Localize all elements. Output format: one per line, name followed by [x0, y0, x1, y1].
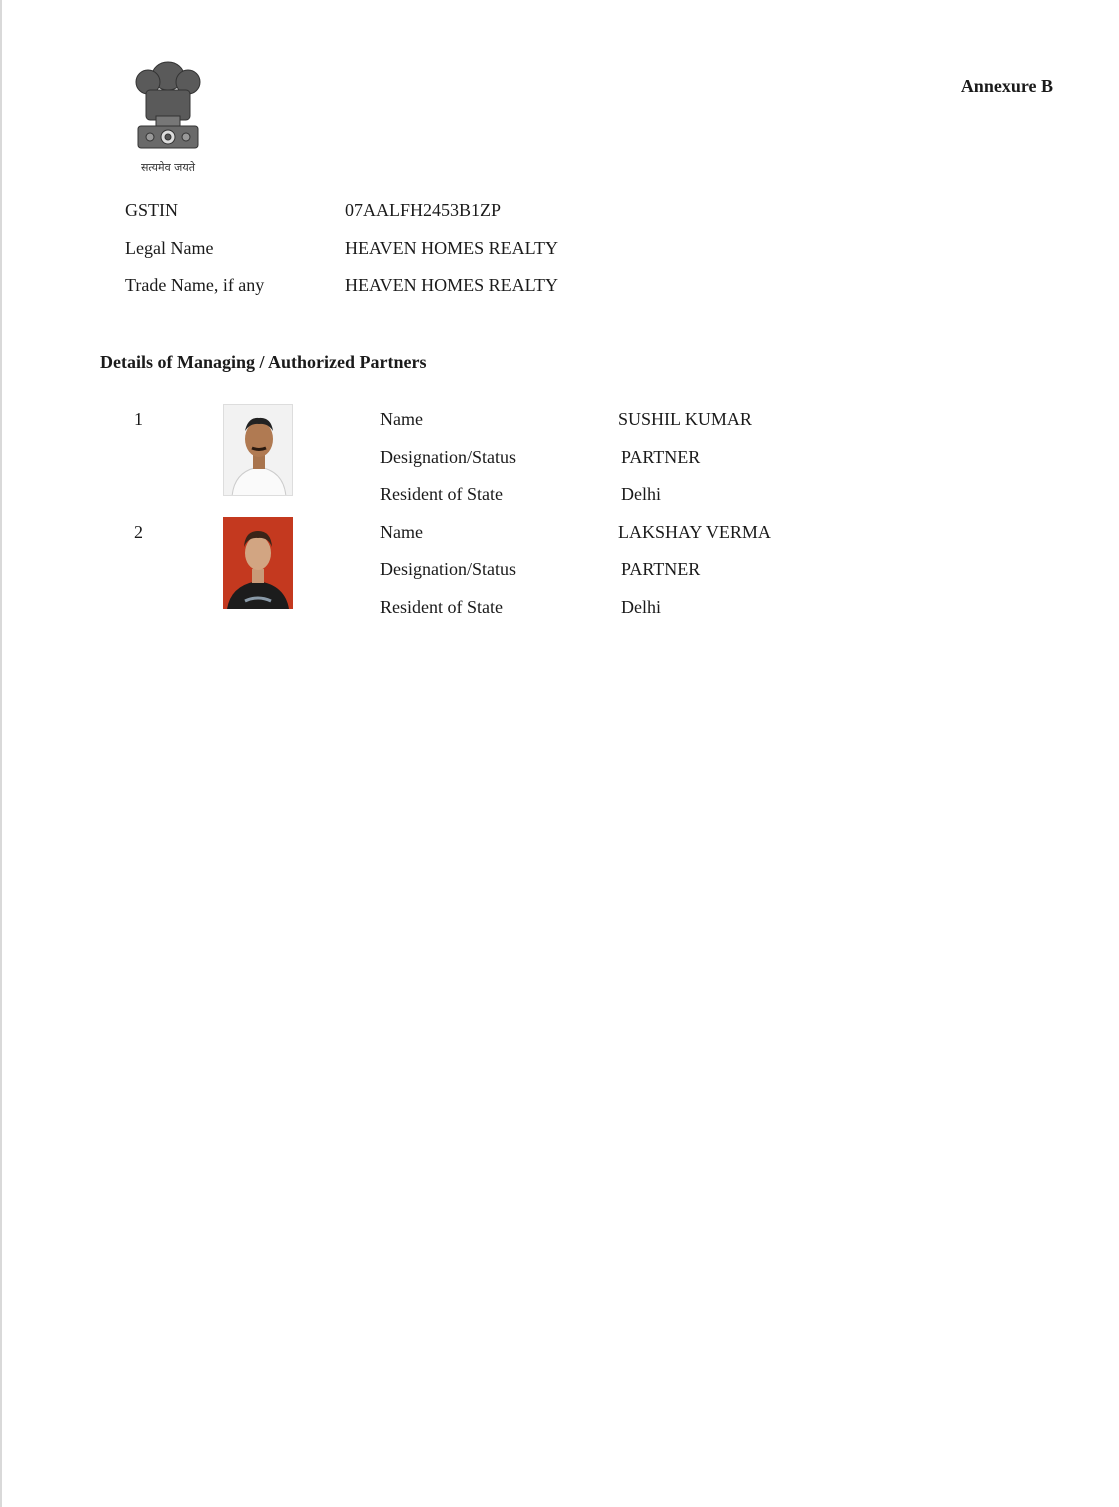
partner-entry: [2, 404, 1119, 514]
partner-resident-value: Delhi: [621, 484, 661, 504]
gstin-label: GSTIN: [125, 200, 178, 220]
partner-number: 2: [134, 522, 143, 542]
annexure-label: Annexure B: [960, 76, 1053, 96]
trade-name-label: Trade Name, if any: [125, 275, 265, 295]
gstin-value: 07AALFH2453B1ZP: [345, 200, 502, 220]
national-emblem: [128, 56, 208, 178]
partner-resident-label: Resident of State: [380, 484, 503, 504]
partner-name-value: SUSHIL KUMAR: [618, 409, 752, 429]
partner-resident-value: Delhi: [621, 597, 661, 617]
partner-name-label: Name: [380, 409, 423, 429]
legal-name-label: Legal Name: [125, 238, 214, 258]
partner-name-value: LAKSHAY VERMA: [618, 522, 771, 542]
partners-section-title: Details of Managing / Authorized Partners: [100, 352, 427, 372]
person-photo-icon: [224, 405, 293, 496]
partner-number: 1: [134, 409, 143, 429]
partner-name-label: Name: [380, 522, 423, 542]
partner-photo: [223, 517, 293, 609]
partner-entry: [2, 517, 1119, 627]
partner-designation-value: PARTNER: [621, 559, 701, 579]
partner-designation-label: Designation/Status: [380, 559, 516, 579]
partner-designation-value: PARTNER: [621, 447, 701, 467]
emblem-icon: [128, 56, 208, 160]
legal-name-value: HEAVEN HOMES REALTY: [345, 238, 559, 258]
emblem-motto: सत्यमेव जयते: [140, 161, 195, 174]
partner-photo: [223, 404, 293, 496]
trade-name-value: HEAVEN HOMES REALTY: [345, 275, 559, 295]
partner-designation-label: Designation/Status: [380, 447, 516, 467]
partner-resident-label: Resident of State: [380, 597, 503, 617]
person-photo-icon: [223, 517, 293, 609]
